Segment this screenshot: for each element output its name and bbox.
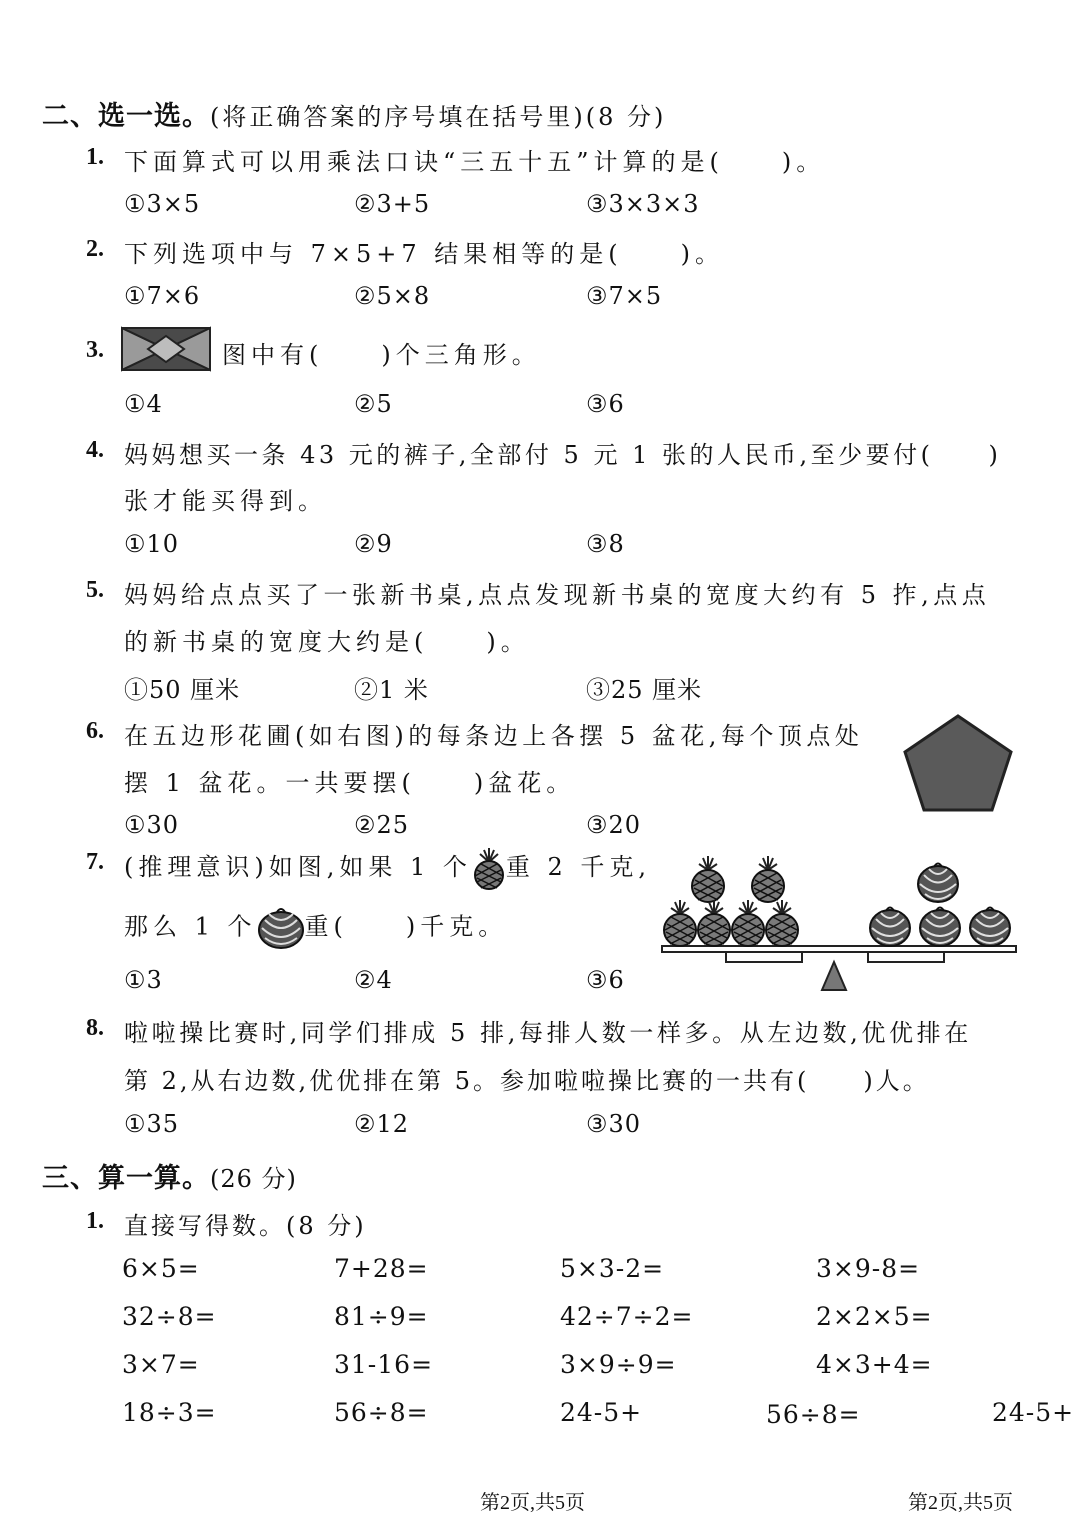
question-6-option-1: ①30 [124,811,180,839]
question-8-option-3: ③30 [586,1110,642,1138]
question-1-text: 下面算式可以用乘法口诀“三五十五”计算的是( )。 [124,148,826,176]
question-7-text-line-2 [124,906,507,950]
question-3-number: 3. [86,337,104,363]
question-4-option-1: ①10 [124,530,180,558]
calc-item: 24-5+ [560,1398,643,1427]
calc-item: 3×9-8= [816,1254,921,1283]
question-7-text-part-2: 重 2 千克, [505,853,652,881]
question-8-text-line-2: 第 2,从右边数,优优排在第 5。参加啦啦操比赛的一共有( )人。 [124,1067,930,1095]
question-8-option-1: ①35 [124,1110,180,1138]
question-8-option-2: ②12 [354,1110,410,1138]
calc-item: 32÷8= [122,1302,217,1331]
calc-item: 6×5= [122,1254,200,1283]
question-2-text: 下列选项中与 7×5+7 结果相等的是( )。 [124,240,725,268]
pineapple-icon [472,848,506,890]
question-4-text-line-1: 妈妈想买一条 43 元的裤子,全部付 5 元 1 张的人民币,至少要付( ) [124,441,1002,469]
balance-scale-figure [656,852,1022,994]
section-3-points: (26 分) [210,1165,297,1193]
question-3-option-3: ③6 [586,390,625,418]
question-8-number: 8. [86,1015,104,1041]
calc-item: 4×3+4= [816,1350,933,1379]
section-2-heading [42,94,666,133]
question-2-option-3: ③7×5 [586,282,663,310]
question-7-text-part-3: 那么 1 个 [124,912,257,941]
calc-item: 7+28= [334,1254,429,1283]
question-7-text-line-1 [124,847,651,890]
question-5-option-1: ①50 厘米 [124,676,241,704]
calc-item: 56÷8= [334,1398,429,1427]
question-4-option-3: ③8 [586,530,625,558]
question-7-number: 7. [86,849,104,875]
question-4-number: 4. [86,437,104,463]
question-7-text-part-4: 重( )千克。 [304,912,508,941]
section-2-title: 二、选一选。 [42,101,210,132]
question-7-option-3: ③6 [586,966,625,994]
question-1-option-1: ①3×5 [124,190,201,218]
question-4-option-2: ②9 [354,530,393,558]
calc-item: 42÷7÷2= [560,1302,694,1331]
section-3-heading [42,1156,297,1195]
calc-item: 3×9÷9= [560,1350,677,1379]
question-5-text-line-1: 妈妈给点点买了一张新书桌,点点发现新书桌的宽度大约有 5 拃,点点 [124,581,991,609]
question-6-option-3: ③20 [586,811,642,839]
question-8-text-line-1: 啦啦操比赛时,同学们排成 5 排,每排人数一样多。从左边数,优优排在 [124,1019,972,1047]
question-6-text-line-1: 在五边形花圃(如右图)的每条边上各摆 5 盆花,每个顶点处 [124,722,864,750]
question-2-option-2: ②5×8 [354,282,431,310]
section-3-title: 三、算一算。 [42,1163,210,1194]
question-5-text-line-2: 的新书桌的宽度大约是( )。 [124,628,530,656]
question-2-number: 2. [86,236,104,262]
question-4-text-line-2: 张才能买得到。 [124,487,327,515]
question-3-option-1: ①4 [124,390,163,418]
question-1-option-2: ②3+5 [354,190,431,218]
page-number-left: 第2页,共5页 [480,1492,585,1514]
calc-item: 2×2×5= [816,1302,933,1331]
calc-item: 24-5+ [992,1398,1075,1427]
question-7-text-part-1: (推理意识)如图,如果 1 个 [124,853,472,881]
calc-item: 31-16= [334,1350,434,1379]
question-1-number: 1. [86,144,104,170]
subsection-1-text: 直接写得数。(8 分) [124,1212,367,1240]
question-1-option-3: ③3×3×3 [586,190,700,218]
calc-item: 56÷8= [766,1400,861,1429]
question-7-option-1: ①3 [124,966,163,994]
question-2-option-1: ①7×6 [124,282,201,310]
calc-item: 81÷9= [334,1302,429,1331]
question-5-option-3: ③25 厘米 [586,676,703,704]
page-number-right: 第2页,共5页 [908,1492,1013,1514]
calc-item: 3×7= [122,1350,200,1379]
question-6-option-2: ②25 [354,811,410,839]
section-2-instruction: (将正确答案的序号填在括号里)(8 分) [210,103,667,131]
question-6-text-line-2: 摆 1 盆花。一共要摆( )盆花。 [124,769,576,797]
pentagon-figure [900,712,1016,814]
calc-item: 5×3-2= [560,1254,665,1283]
question-6-number: 6. [86,718,104,744]
question-7-option-2: ②4 [354,966,393,994]
watermelon-icon [257,906,305,950]
question-3-text: 图中有( )个三角形。 [222,341,541,369]
question-5-number: 5. [86,577,104,603]
triangles-figure [120,326,212,372]
calc-item: 18÷3= [122,1398,217,1427]
question-5-option-2: ②1 米 [354,676,429,704]
question-3-option-2: ②5 [354,390,393,418]
subsection-1-number: 1. [86,1208,104,1234]
